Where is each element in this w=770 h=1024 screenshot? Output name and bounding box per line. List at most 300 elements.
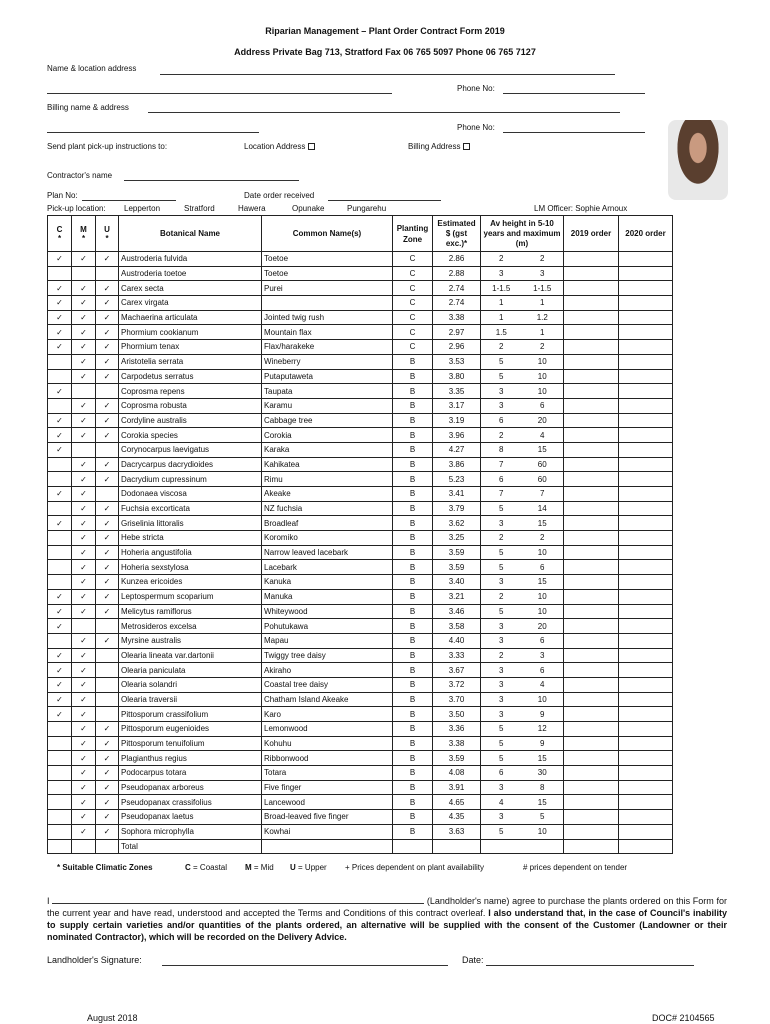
- price: 3.38: [433, 736, 481, 751]
- check-c: [48, 472, 72, 487]
- lm-officer: LM Officer: Sophie Arnoux: [534, 204, 628, 213]
- order-2019-cell[interactable]: [564, 516, 619, 531]
- order-2019-cell[interactable]: [564, 589, 619, 604]
- planting-zone: B: [393, 384, 433, 399]
- order-2020-cell[interactable]: [619, 751, 673, 766]
- planting-zone: B: [393, 531, 433, 546]
- planting-zone: B: [393, 736, 433, 751]
- height-5-10: 5: [481, 501, 522, 516]
- billing-address-checkbox[interactable]: [463, 143, 470, 150]
- order-2019-cell[interactable]: [564, 604, 619, 619]
- contractor-input[interactable]: [124, 180, 299, 181]
- order-2020-cell[interactable]: [619, 736, 673, 751]
- height-max: 15: [522, 795, 564, 810]
- order-2020-cell[interactable]: [619, 472, 673, 487]
- order-2019-cell[interactable]: [564, 266, 619, 281]
- order-2020-cell[interactable]: [619, 516, 673, 531]
- table-row: [48, 266, 673, 281]
- botanical-name: Machaerina articulata: [119, 310, 262, 325]
- pickup-site-lepperton[interactable]: Lepperton: [124, 204, 161, 213]
- height-max: 2: [522, 252, 564, 267]
- check-m: ✓: [72, 516, 96, 531]
- order-2019-cell[interactable]: [564, 648, 619, 663]
- order-2020-cell[interactable]: [619, 810, 673, 825]
- check-u: ✓: [96, 810, 119, 825]
- check-c: ✓: [48, 648, 72, 663]
- legend-u-val: = Upper: [298, 863, 327, 872]
- table-row: [48, 633, 673, 648]
- price: 4.40: [433, 633, 481, 648]
- check-c: ✓: [48, 384, 72, 399]
- price: 4.27: [433, 442, 481, 457]
- planting-zone: B: [393, 692, 433, 707]
- check-m: [72, 266, 96, 281]
- table-row: [48, 560, 673, 575]
- price: 3.62: [433, 516, 481, 531]
- height-5-10: 3: [481, 692, 522, 707]
- order-2019-cell[interactable]: [564, 442, 619, 457]
- height-5-10: 3: [481, 707, 522, 722]
- contractor-label: Contractor's name: [47, 171, 113, 180]
- table-row: [48, 795, 673, 810]
- check-u: ✓: [96, 589, 119, 604]
- order-2020-cell[interactable]: [619, 340, 673, 355]
- order-2019-cell[interactable]: [564, 296, 619, 311]
- common-name: Kanuka: [262, 575, 393, 590]
- check-m: ✓: [72, 501, 96, 516]
- order-2019-cell[interactable]: [564, 633, 619, 648]
- botanical-name: Sophora microphylla: [119, 824, 262, 839]
- order-2020-cell[interactable]: [619, 457, 673, 472]
- planting-zone: B: [393, 751, 433, 766]
- height-5-10: 2: [481, 531, 522, 546]
- order-2020-cell[interactable]: [619, 692, 673, 707]
- table-row: [48, 677, 673, 692]
- pickup-site-pungarehu[interactable]: Pungarehu: [347, 204, 387, 213]
- check-c: ✓: [48, 487, 72, 502]
- col-zone: Planting Zone: [393, 216, 433, 252]
- height-max: 3: [522, 648, 564, 663]
- botanical-name: Carex secta: [119, 281, 262, 296]
- planting-zone: B: [393, 663, 433, 678]
- order-2019-cell[interactable]: [564, 428, 619, 443]
- check-m: ✓: [72, 531, 96, 546]
- order-2020-cell[interactable]: [619, 501, 673, 516]
- billing-address-label: Billing Address: [408, 142, 461, 151]
- billing-input-2[interactable]: [47, 132, 259, 133]
- order-2020-cell[interactable]: [619, 398, 673, 413]
- table-row: [48, 457, 673, 472]
- check-u: ✓: [96, 633, 119, 648]
- order-2019-cell[interactable]: [564, 663, 619, 678]
- planting-zone: B: [393, 442, 433, 457]
- height-5-10: 7: [481, 457, 522, 472]
- order-2020-cell[interactable]: [619, 766, 673, 781]
- botanical-name: Carpodetus serratus: [119, 369, 262, 384]
- height-max: 2: [522, 531, 564, 546]
- order-2019-cell[interactable]: [564, 692, 619, 707]
- check-u: [96, 266, 119, 281]
- height-5-10: 2: [481, 589, 522, 604]
- order-2020-cell[interactable]: [619, 589, 673, 604]
- pickup-site-hawera[interactable]: Hawera: [238, 204, 266, 213]
- price: 2.96: [433, 340, 481, 355]
- botanical-name: Dacrydium cupressinum: [119, 472, 262, 487]
- table-row: [48, 398, 673, 413]
- botanical-name: Carex virgata: [119, 296, 262, 311]
- order-2020-cell[interactable]: [619, 384, 673, 399]
- check-u: [96, 487, 119, 502]
- height-max: 5: [522, 810, 564, 825]
- order-2019-cell[interactable]: [564, 281, 619, 296]
- common-name: Putaputaweta: [262, 369, 393, 384]
- planting-zone: B: [393, 413, 433, 428]
- height-max: 10: [522, 545, 564, 560]
- planting-zone: B: [393, 619, 433, 634]
- order-2020-cell[interactable]: [619, 487, 673, 502]
- table-row: [48, 604, 673, 619]
- order-2020-cell[interactable]: [619, 354, 673, 369]
- height-5-10: 1: [481, 310, 522, 325]
- price: 5.23: [433, 472, 481, 487]
- order-2019-cell[interactable]: [564, 795, 619, 810]
- order-2020-cell[interactable]: [619, 633, 673, 648]
- botanical-name: Phormium tenax: [119, 340, 262, 355]
- height-5-10: 1-1.5: [481, 281, 522, 296]
- order-2019-cell[interactable]: [564, 398, 619, 413]
- billing-input[interactable]: [148, 112, 620, 113]
- check-c: ✓: [48, 692, 72, 707]
- plan-no-label: Plan No:: [47, 191, 78, 200]
- botanical-name: Coprosma repens: [119, 384, 262, 399]
- height-5-10: 3: [481, 619, 522, 634]
- agreement-plain: (Landholder's name) agree to purchase the plants ordered on this Form for the current year and have read, understood and accepted the Terms and Conditions of this contract overleaf.: [47, 896, 727, 918]
- location-address-option[interactable]: [244, 142, 315, 151]
- order-2020-cell[interactable]: [619, 266, 673, 281]
- check-u: ✓: [96, 413, 119, 428]
- table-row: [48, 589, 673, 604]
- check-u: ✓: [96, 457, 119, 472]
- check-c: [48, 633, 72, 648]
- height-5-10: 5: [481, 604, 522, 619]
- check-m: ✓: [72, 340, 96, 355]
- planting-zone: B: [393, 369, 433, 384]
- order-2019-cell[interactable]: [564, 413, 619, 428]
- check-c: [48, 575, 72, 590]
- order-2020-cell[interactable]: [619, 531, 673, 546]
- check-u: [96, 677, 119, 692]
- order-2019-cell[interactable]: [564, 340, 619, 355]
- table-row: [48, 340, 673, 355]
- legend-prices: + Prices dependent on plant availability: [345, 863, 484, 872]
- order-2020-cell[interactable]: [619, 604, 673, 619]
- order-2020-cell[interactable]: [619, 663, 673, 678]
- agreement-bold: I also understand that, in the case of Council's inability to supply certain varieties and/or quantities of the plants ordered, an alternative will be supplied with the consent of the Customer (Landowner or their nominated Contractor), which will be recorded on the Delivery Advice.: [47, 908, 727, 942]
- order-2019-cell[interactable]: [564, 824, 619, 839]
- botanical-name: Pseudopanax arboreus: [119, 780, 262, 795]
- order-2019-cell[interactable]: [564, 560, 619, 575]
- name-location-input-2[interactable]: [47, 93, 392, 94]
- table-row: [48, 413, 673, 428]
- check-m: ✓: [72, 589, 96, 604]
- check-u: ✓: [96, 428, 119, 443]
- price: 3.36: [433, 722, 481, 737]
- botanical-name: Melicytus ramiflorus: [119, 604, 262, 619]
- legend-c-key: C: [185, 863, 191, 872]
- order-2020-cell[interactable]: [619, 310, 673, 325]
- order-2020-cell[interactable]: [619, 325, 673, 340]
- table-row: [48, 472, 673, 487]
- planting-zone: B: [393, 707, 433, 722]
- order-2020-cell[interactable]: [619, 428, 673, 443]
- send-pickup-label: Send plant pick-up instructions to:: [47, 142, 168, 151]
- height-max: 20: [522, 619, 564, 634]
- height-5-10: 2: [481, 340, 522, 355]
- order-2019-cell[interactable]: [564, 384, 619, 399]
- height-max: 60: [522, 457, 564, 472]
- price: 3.46: [433, 604, 481, 619]
- check-c: [48, 560, 72, 575]
- order-2019-cell[interactable]: [564, 766, 619, 781]
- common-name: Karaka: [262, 442, 393, 457]
- botanical-name: Podocarpus totara: [119, 766, 262, 781]
- height-5-10: 5: [481, 354, 522, 369]
- order-2020-cell[interactable]: [619, 677, 673, 692]
- price: 3.35: [433, 384, 481, 399]
- height-5-10: 5: [481, 751, 522, 766]
- order-2020-cell[interactable]: [619, 648, 673, 663]
- table-row: [48, 722, 673, 737]
- total-label: Total: [119, 839, 262, 854]
- order-2020-cell[interactable]: [619, 707, 673, 722]
- height-max: 20: [522, 413, 564, 428]
- check-u: ✓: [96, 310, 119, 325]
- botanical-name: Aristotelia serrata: [119, 354, 262, 369]
- date-received-input[interactable]: [328, 200, 441, 201]
- order-2019-cell[interactable]: [564, 575, 619, 590]
- check-c: ✓: [48, 325, 72, 340]
- table-row: [48, 296, 673, 311]
- order-2019-cell[interactable]: [564, 472, 619, 487]
- order-2020-cell[interactable]: [619, 369, 673, 384]
- pickup-site-opunake[interactable]: Opunake: [292, 204, 325, 213]
- height-max: 1.2: [522, 310, 564, 325]
- price: 3.86: [433, 457, 481, 472]
- height-5-10: 3: [481, 663, 522, 678]
- check-c: ✓: [48, 281, 72, 296]
- botanical-name: Pittosporum tenuifolium: [119, 736, 262, 751]
- order-2019-cell[interactable]: [564, 545, 619, 560]
- check-u: ✓: [96, 824, 119, 839]
- check-c: [48, 824, 72, 839]
- order-2019-cell[interactable]: [564, 487, 619, 502]
- height-max: 6: [522, 633, 564, 648]
- order-2020-cell[interactable]: [619, 795, 673, 810]
- common-name: Ribbonwood: [262, 751, 393, 766]
- planting-zone: B: [393, 575, 433, 590]
- common-name: Whiteywood: [262, 604, 393, 619]
- height-max: 60: [522, 472, 564, 487]
- check-u: [96, 663, 119, 678]
- table-row: [48, 384, 673, 399]
- height-max: 15: [522, 442, 564, 457]
- height-max: 4: [522, 428, 564, 443]
- order-2019-cell[interactable]: [564, 707, 619, 722]
- planting-zone: C: [393, 296, 433, 311]
- botanical-name: Hoheria angustifolia: [119, 545, 262, 560]
- planting-zone: B: [393, 428, 433, 443]
- order-2019-cell[interactable]: [564, 677, 619, 692]
- landholder-name-input[interactable]: [52, 895, 424, 904]
- planting-zone: B: [393, 722, 433, 737]
- check-u: ✓: [96, 736, 119, 751]
- planting-zone: B: [393, 487, 433, 502]
- order-2020-cell[interactable]: [619, 722, 673, 737]
- order-2019-cell[interactable]: [564, 619, 619, 634]
- common-name: Koromiko: [262, 531, 393, 546]
- col-2020: 2020 order: [619, 216, 673, 252]
- check-c: ✓: [48, 619, 72, 634]
- price: 3.67: [433, 663, 481, 678]
- order-2020-cell[interactable]: [619, 281, 673, 296]
- total-2019-cell[interactable]: [564, 839, 619, 854]
- order-2020-cell[interactable]: [619, 252, 673, 267]
- footer-doc: DOC# 2104565: [652, 1013, 715, 1023]
- check-m: ✓: [72, 575, 96, 590]
- check-c: ✓: [48, 604, 72, 619]
- order-2019-cell[interactable]: [564, 369, 619, 384]
- col-2019: 2019 order: [564, 216, 619, 252]
- botanical-name: Leptospermum scoparium: [119, 589, 262, 604]
- phone-input-1[interactable]: [503, 93, 645, 94]
- check-u: ✓: [96, 354, 119, 369]
- order-2019-cell[interactable]: [564, 751, 619, 766]
- price: 3.59: [433, 751, 481, 766]
- planting-zone: B: [393, 560, 433, 575]
- order-2020-cell[interactable]: [619, 296, 673, 311]
- order-2020-cell[interactable]: [619, 442, 673, 457]
- order-2019-cell[interactable]: [564, 810, 619, 825]
- botanical-name: Pseudopanax crassifolius: [119, 795, 262, 810]
- order-2019-cell[interactable]: [564, 354, 619, 369]
- order-2020-cell[interactable]: [619, 413, 673, 428]
- check-u: ✓: [96, 398, 119, 413]
- price: 3.63: [433, 824, 481, 839]
- check-m: ✓: [72, 810, 96, 825]
- order-2019-cell[interactable]: [564, 531, 619, 546]
- table-row: [48, 252, 673, 267]
- order-2019-cell[interactable]: [564, 457, 619, 472]
- common-name: Akiraho: [262, 663, 393, 678]
- height-5-10: 3: [481, 384, 522, 399]
- col-price: Estimated $ (gst exc.)*: [433, 216, 481, 252]
- table-row: [48, 619, 673, 634]
- col-height: Av height in 5-10 years and maximum (m): [481, 216, 564, 252]
- check-c: [48, 780, 72, 795]
- height-5-10: 6: [481, 472, 522, 487]
- col-c: C *: [48, 216, 72, 252]
- order-2020-cell[interactable]: [619, 824, 673, 839]
- check-m: ✓: [72, 487, 96, 502]
- common-name: Totara: [262, 766, 393, 781]
- price: 3.59: [433, 560, 481, 575]
- check-c: ✓: [48, 310, 72, 325]
- check-m: ✓: [72, 824, 96, 839]
- price: 3.58: [433, 619, 481, 634]
- check-c: [48, 369, 72, 384]
- legend-m-val: = Mid: [253, 863, 274, 872]
- check-m: ✓: [72, 736, 96, 751]
- check-m: ✓: [72, 296, 96, 311]
- order-2019-cell[interactable]: [564, 325, 619, 340]
- total-2020-cell[interactable]: [619, 839, 673, 854]
- check-u: ✓: [96, 722, 119, 737]
- address-line: Address Private Bag 713, Stratford Fax 06 765 5097 Phone 06 765 7127: [234, 47, 536, 57]
- botanical-name: Corokia species: [119, 428, 262, 443]
- check-m: ✓: [72, 633, 96, 648]
- check-u: ✓: [96, 501, 119, 516]
- height-max: 6: [522, 560, 564, 575]
- plan-no-input[interactable]: [82, 200, 176, 201]
- check-c: ✓: [48, 589, 72, 604]
- check-m: ✓: [72, 648, 96, 663]
- col-m: M *: [72, 216, 96, 252]
- common-name: [262, 296, 393, 311]
- height-5-10: 5: [481, 824, 522, 839]
- check-c: [48, 795, 72, 810]
- planting-zone: C: [393, 281, 433, 296]
- planting-zone: B: [393, 795, 433, 810]
- check-c: ✓: [48, 707, 72, 722]
- name-location-input[interactable]: [160, 74, 615, 75]
- order-2019-cell[interactable]: [564, 501, 619, 516]
- common-name: Akeake: [262, 487, 393, 502]
- height-max: 30: [522, 766, 564, 781]
- phone-input-2[interactable]: [503, 132, 645, 133]
- price: 3.70: [433, 692, 481, 707]
- location-address-checkbox[interactable]: [308, 143, 315, 150]
- check-m: [72, 442, 96, 457]
- order-2020-cell[interactable]: [619, 575, 673, 590]
- planting-zone: C: [393, 252, 433, 267]
- order-2020-cell[interactable]: [619, 545, 673, 560]
- check-m: ✓: [72, 545, 96, 560]
- order-2019-cell[interactable]: [564, 722, 619, 737]
- price: 3.25: [433, 531, 481, 546]
- order-2019-cell[interactable]: [564, 310, 619, 325]
- height-max: 15: [522, 516, 564, 531]
- pickup-site-stratford[interactable]: Stratford: [184, 204, 215, 213]
- height-5-10: 5: [481, 722, 522, 737]
- date-input[interactable]: [486, 965, 694, 966]
- check-u: [96, 648, 119, 663]
- common-name: Pohutukawa: [262, 619, 393, 634]
- common-name: Cabbage tree: [262, 413, 393, 428]
- order-2020-cell[interactable]: [619, 619, 673, 634]
- botanical-name: Hoheria sexstylosa: [119, 560, 262, 575]
- botanical-name: Pittosporum crassifolium: [119, 707, 262, 722]
- signature-input[interactable]: [162, 965, 448, 966]
- order-2019-cell[interactable]: [564, 780, 619, 795]
- check-m: ✓: [72, 751, 96, 766]
- price: 3.40: [433, 575, 481, 590]
- billing-address-option[interactable]: [408, 142, 470, 151]
- check-c: [48, 457, 72, 472]
- order-2020-cell[interactable]: [619, 780, 673, 795]
- order-2020-cell[interactable]: [619, 560, 673, 575]
- order-2019-cell[interactable]: [564, 736, 619, 751]
- order-2019-cell[interactable]: [564, 252, 619, 267]
